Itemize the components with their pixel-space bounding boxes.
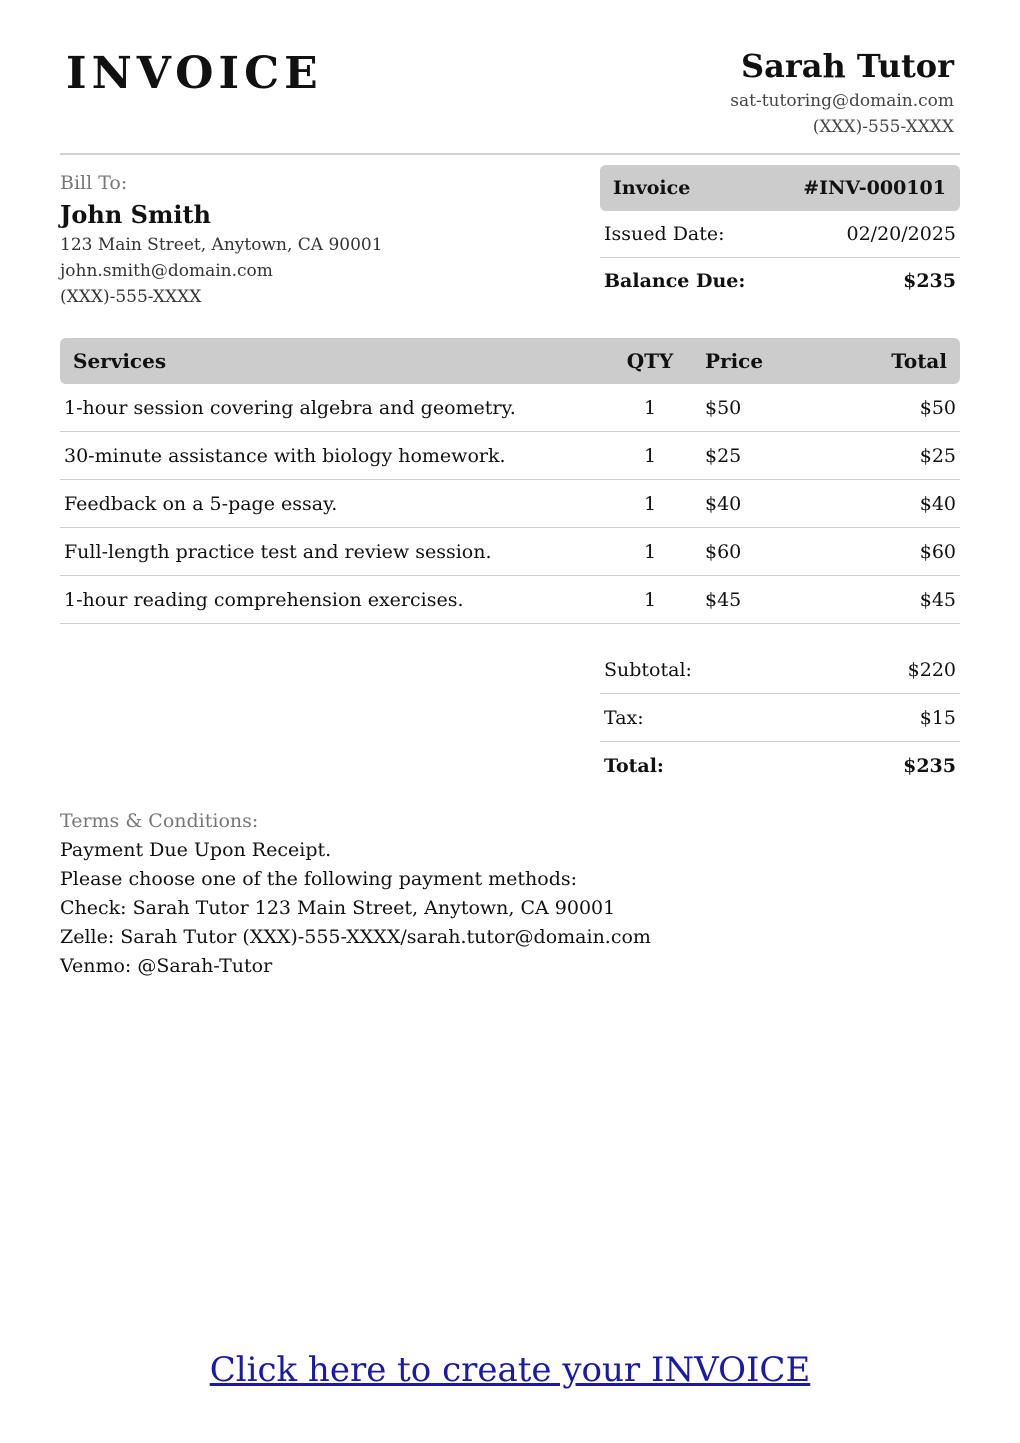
subtotal-label: Subtotal:	[604, 658, 692, 681]
row-qty: 1	[643, 492, 657, 515]
client-name: John Smith	[60, 200, 211, 229]
terms-section	[60, 806, 960, 981]
table-row	[60, 576, 960, 624]
totals-section	[600, 646, 960, 789]
row-qty: 1	[643, 540, 657, 563]
row-description: 1-hour session covering algebra and geometry.	[64, 396, 516, 419]
create-invoice-link[interactable]: Click here to create your INVOICE	[209, 1350, 811, 1390]
row-total: $45	[919, 588, 956, 611]
row-price: $45	[705, 588, 742, 611]
grand-total-value: $235	[903, 754, 956, 777]
row-price: $50	[705, 396, 742, 419]
bill-to-section	[60, 170, 560, 310]
header-total: Total	[891, 349, 947, 373]
balance-due-label: Balance Due:	[604, 270, 746, 292]
client-address: 123 Main Street, Anytown, CA 90001	[60, 235, 383, 255]
issued-date-label: Issued Date:	[604, 223, 725, 245]
invoice-number: #INV-000101	[803, 177, 946, 199]
subtotal-value: $220	[907, 658, 956, 681]
seller-email: sat-tutoring@domain.com	[730, 91, 954, 111]
tax-row	[600, 694, 960, 742]
client-email: john.smith@domain.com	[60, 261, 273, 281]
row-total: $25	[919, 444, 956, 467]
issued-date-value: 02/20/2025	[846, 223, 956, 245]
invoice-number-header	[600, 165, 960, 211]
row-price: $60	[705, 540, 742, 563]
terms-line: Please choose one of the following payment methods:	[60, 868, 578, 890]
table-row	[60, 384, 960, 432]
document-title: INVOICE	[66, 48, 323, 99]
row-total: $60	[919, 540, 956, 563]
bill-to-label: Bill To:	[60, 172, 128, 194]
balance-due-row	[600, 258, 960, 304]
tax-label: Tax:	[604, 706, 644, 729]
balance-due-value: $235	[903, 270, 956, 292]
issued-date-row	[600, 211, 960, 258]
services-table-header	[60, 338, 960, 384]
row-description: 30-minute assistance with biology homework.	[64, 444, 506, 467]
table-row	[60, 528, 960, 576]
header-divider	[60, 153, 960, 155]
subtotal-row	[600, 646, 960, 694]
row-total: $40	[919, 492, 956, 515]
seller-info	[730, 46, 954, 140]
tax-value: $15	[919, 706, 956, 729]
services-table	[60, 338, 960, 624]
grand-total-row	[600, 742, 960, 789]
row-qty: 1	[643, 444, 657, 467]
header-qty: QTY	[626, 349, 674, 373]
seller-phone: (XXX)-555-XXXX	[812, 117, 954, 137]
row-description: Feedback on a 5-page essay.	[64, 492, 338, 515]
terms-line: Payment Due Upon Receipt.	[60, 839, 332, 861]
row-qty: 1	[643, 396, 657, 419]
create-invoice-cta	[0, 1350, 1020, 1390]
terms-label: Terms & Conditions:	[60, 810, 259, 832]
invoice-meta-box	[600, 165, 960, 304]
grand-total-label: Total:	[604, 754, 664, 777]
header-services: Services	[73, 349, 167, 373]
invoice-label: Invoice	[613, 177, 691, 199]
terms-line: Zelle: Sarah Tutor (XXX)-555-XXXX/sarah.tutor@domain.com	[60, 926, 651, 948]
row-description: Full-length practice test and review session.	[64, 540, 492, 563]
row-qty: 1	[643, 588, 657, 611]
invoice-page	[60, 0, 960, 1443]
header-price: Price	[705, 349, 764, 373]
row-description: 1-hour reading comprehension exercises.	[64, 588, 464, 611]
terms-line: Venmo: @Sarah-Tutor	[60, 955, 273, 977]
row-price: $25	[705, 444, 742, 467]
row-total: $50	[919, 396, 956, 419]
table-row	[60, 432, 960, 480]
row-price: $40	[705, 492, 742, 515]
client-phone: (XXX)-555-XXXX	[60, 287, 202, 307]
seller-name: Sarah Tutor	[741, 47, 954, 85]
table-row	[60, 480, 960, 528]
terms-line: Check: Sarah Tutor 123 Main Street, Anytown, CA 90001	[60, 897, 616, 919]
